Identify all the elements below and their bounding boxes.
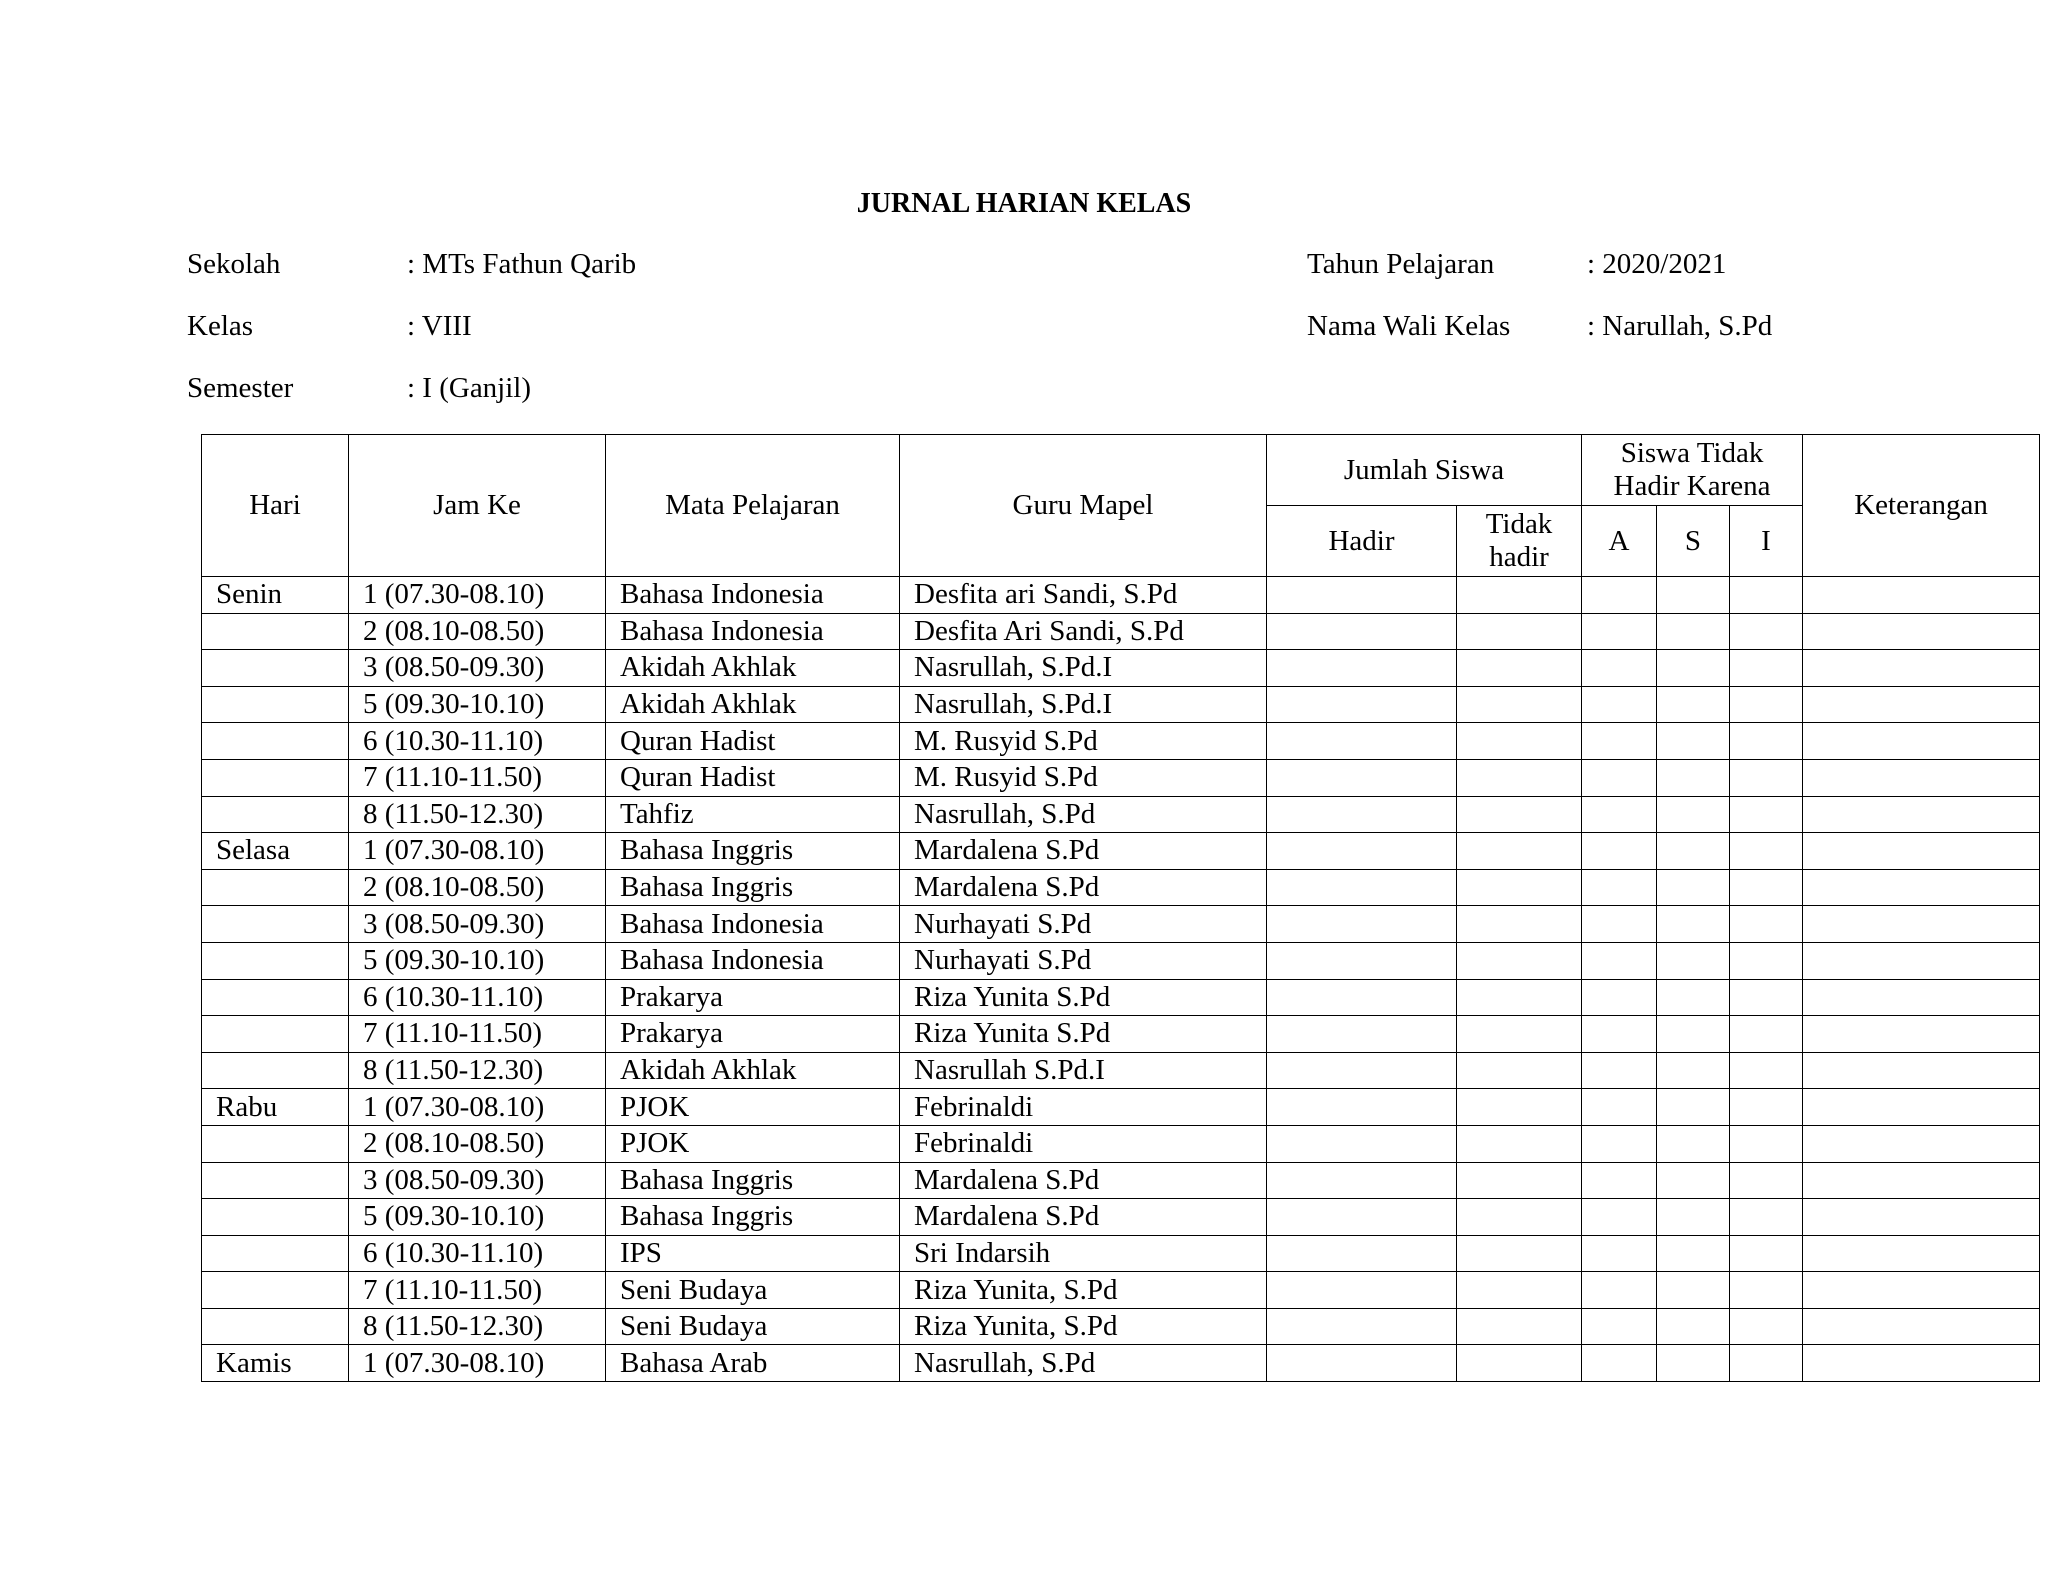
cell-hadir	[1267, 613, 1457, 650]
wali-kelas-value: : Narullah, S.Pd	[1587, 310, 1773, 342]
cell-izin	[1730, 906, 1803, 943]
cell-hadir	[1267, 1125, 1457, 1162]
cell-sakit	[1657, 906, 1730, 943]
cell-sakit	[1657, 723, 1730, 760]
cell-jam-ke: 3 (08.50-09.30)	[349, 1162, 606, 1199]
cell-keterangan	[1803, 1235, 2040, 1272]
cell-guru-mapel: M. Rusyid S.Pd	[900, 759, 1267, 796]
sekolah-label: Sekolah	[187, 248, 281, 280]
cell-sakit	[1657, 759, 1730, 796]
cell-mata-pelajaran: Bahasa Inggris	[606, 869, 900, 906]
cell-mata-pelajaran: Bahasa Inggris	[606, 833, 900, 870]
cell-hari	[202, 613, 349, 650]
cell-tidak-hadir	[1457, 1052, 1582, 1089]
table-row	[202, 906, 2040, 943]
cell-guru-mapel: Nasrullah, S.Pd	[900, 796, 1267, 833]
cell-izin	[1730, 1199, 1803, 1236]
header-tidak-hadir	[1457, 506, 1582, 577]
cell-mata-pelajaran: Tahfiz	[606, 796, 900, 833]
cell-jam-ke: 6 (10.30-11.10)	[349, 1235, 606, 1272]
tahun-pelajaran-label: Tahun Pelajaran	[1307, 248, 1495, 280]
cell-sakit	[1657, 1235, 1730, 1272]
journal-body	[202, 577, 2040, 1382]
cell-hari	[202, 723, 349, 760]
cell-alpa	[1582, 1199, 1657, 1236]
cell-alpa	[1582, 577, 1657, 614]
cell-izin	[1730, 869, 1803, 906]
table-row	[202, 759, 2040, 796]
cell-jam-ke: 8 (11.50-12.30)	[349, 796, 606, 833]
cell-jam-ke: 5 (09.30-10.10)	[349, 686, 606, 723]
cell-hari	[202, 759, 349, 796]
cell-hadir	[1267, 869, 1457, 906]
cell-alpa	[1582, 1308, 1657, 1345]
cell-keterangan	[1803, 686, 2040, 723]
table-row	[202, 1052, 2040, 1089]
cell-keterangan	[1803, 1052, 2040, 1089]
cell-guru-mapel: Mardalena S.Pd	[900, 1199, 1267, 1236]
cell-mata-pelajaran: Bahasa Inggris	[606, 1199, 900, 1236]
cell-keterangan	[1803, 650, 2040, 687]
table-row	[202, 613, 2040, 650]
cell-guru-mapel: Nasrullah, S.Pd.I	[900, 650, 1267, 687]
cell-tidak-hadir	[1457, 650, 1582, 687]
cell-keterangan	[1803, 613, 2040, 650]
cell-mata-pelajaran: IPS	[606, 1235, 900, 1272]
cell-izin	[1730, 1016, 1803, 1053]
cell-sakit	[1657, 577, 1730, 614]
cell-mata-pelajaran: PJOK	[606, 1125, 900, 1162]
cell-alpa	[1582, 833, 1657, 870]
cell-hari	[202, 942, 349, 979]
cell-jam-ke: 5 (09.30-10.10)	[349, 1199, 606, 1236]
cell-sakit	[1657, 833, 1730, 870]
header-hadir: Hadir	[1267, 506, 1457, 577]
cell-guru-mapel: Mardalena S.Pd	[900, 869, 1267, 906]
cell-keterangan	[1803, 869, 2040, 906]
cell-mata-pelajaran: Akidah Akhlak	[606, 650, 900, 687]
table-row	[202, 942, 2040, 979]
cell-mata-pelajaran: Bahasa Arab	[606, 1345, 900, 1382]
cell-izin	[1730, 686, 1803, 723]
cell-alpa	[1582, 1235, 1657, 1272]
cell-tidak-hadir	[1457, 759, 1582, 796]
cell-hari	[202, 906, 349, 943]
cell-sakit	[1657, 650, 1730, 687]
cell-jam-ke: 3 (08.50-09.30)	[349, 906, 606, 943]
cell-jam-ke: 8 (11.50-12.30)	[349, 1052, 606, 1089]
table-row	[202, 1308, 2040, 1345]
cell-jam-ke: 1 (07.30-08.10)	[349, 1089, 606, 1126]
table-row	[202, 1016, 2040, 1053]
kelas-label: Kelas	[187, 310, 254, 342]
cell-izin	[1730, 1162, 1803, 1199]
cell-mata-pelajaran: Bahasa Indonesia	[606, 906, 900, 943]
header-alpa: A	[1582, 506, 1657, 577]
cell-mata-pelajaran: Bahasa Indonesia	[606, 613, 900, 650]
cell-alpa	[1582, 723, 1657, 760]
table-row	[202, 686, 2040, 723]
cell-hari: Senin	[202, 577, 349, 614]
cell-tidak-hadir	[1457, 833, 1582, 870]
cell-tidak-hadir	[1457, 723, 1582, 760]
header-siswa-tidak-hadir-line2: Hadir Karena	[1613, 470, 1771, 502]
cell-guru-mapel: Febrinaldi	[900, 1089, 1267, 1126]
cell-hari	[202, 1235, 349, 1272]
cell-tidak-hadir	[1457, 686, 1582, 723]
cell-tidak-hadir	[1457, 1345, 1582, 1382]
cell-keterangan	[1803, 759, 2040, 796]
wali-kelas-label: Nama Wali Kelas	[1307, 310, 1511, 342]
cell-izin	[1730, 833, 1803, 870]
cell-sakit	[1657, 1089, 1730, 1126]
cell-tidak-hadir	[1457, 869, 1582, 906]
cell-alpa	[1582, 906, 1657, 943]
cell-hadir	[1267, 1089, 1457, 1126]
cell-guru-mapel: Nurhayati S.Pd	[900, 906, 1267, 943]
cell-hadir	[1267, 686, 1457, 723]
cell-tidak-hadir	[1457, 1016, 1582, 1053]
cell-hadir	[1267, 1162, 1457, 1199]
cell-guru-mapel: Nasrullah S.Pd.I	[900, 1052, 1267, 1089]
cell-keterangan	[1803, 1016, 2040, 1053]
cell-keterangan	[1803, 1162, 2040, 1199]
cell-keterangan	[1803, 1125, 2040, 1162]
cell-tidak-hadir	[1457, 613, 1582, 650]
cell-alpa	[1582, 1016, 1657, 1053]
semester-label: Semester	[187, 372, 294, 404]
cell-guru-mapel: Nasrullah, S.Pd	[900, 1345, 1267, 1382]
cell-keterangan	[1803, 577, 2040, 614]
cell-mata-pelajaran: Prakarya	[606, 979, 900, 1016]
cell-hadir	[1267, 979, 1457, 1016]
cell-mata-pelajaran: Quran Hadist	[606, 759, 900, 796]
cell-alpa	[1582, 1345, 1657, 1382]
cell-izin	[1730, 979, 1803, 1016]
cell-tidak-hadir	[1457, 1089, 1582, 1126]
cell-sakit	[1657, 686, 1730, 723]
document-title: JURNAL HARIAN KELAS	[856, 188, 1192, 219]
cell-mata-pelajaran: Seni Budaya	[606, 1272, 900, 1309]
cell-izin	[1730, 613, 1803, 650]
cell-izin	[1730, 1089, 1803, 1126]
cell-mata-pelajaran: Akidah Akhlak	[606, 1052, 900, 1089]
table-row	[202, 1345, 2040, 1382]
header-mata-pelajaran: Mata Pelajaran	[606, 435, 900, 577]
cell-izin	[1730, 1125, 1803, 1162]
cell-sakit	[1657, 1345, 1730, 1382]
header-hari: Hari	[202, 435, 349, 577]
cell-izin	[1730, 1345, 1803, 1382]
cell-hadir	[1267, 1016, 1457, 1053]
table-row	[202, 723, 2040, 760]
cell-tidak-hadir	[1457, 1235, 1582, 1272]
cell-izin	[1730, 723, 1803, 760]
cell-jam-ke: 6 (10.30-11.10)	[349, 979, 606, 1016]
cell-keterangan	[1803, 942, 2040, 979]
table-row	[202, 1199, 2040, 1236]
cell-alpa	[1582, 942, 1657, 979]
sekolah-value: : MTs Fathun Qarib	[407, 248, 637, 280]
cell-hadir	[1267, 906, 1457, 943]
cell-tidak-hadir	[1457, 942, 1582, 979]
cell-keterangan	[1803, 906, 2040, 943]
cell-hadir	[1267, 1345, 1457, 1382]
cell-hadir	[1267, 723, 1457, 760]
cell-jam-ke: 5 (09.30-10.10)	[349, 942, 606, 979]
cell-tidak-hadir	[1457, 1125, 1582, 1162]
cell-alpa	[1582, 1125, 1657, 1162]
cell-izin	[1730, 650, 1803, 687]
cell-hari: Kamis	[202, 1345, 349, 1382]
cell-sakit	[1657, 1199, 1730, 1236]
cell-alpa	[1582, 1162, 1657, 1199]
cell-keterangan	[1803, 1345, 2040, 1382]
table-row	[202, 1125, 2040, 1162]
cell-jam-ke: 1 (07.30-08.10)	[349, 1345, 606, 1382]
cell-izin	[1730, 759, 1803, 796]
cell-keterangan	[1803, 796, 2040, 833]
cell-sakit	[1657, 942, 1730, 979]
header-tidak-hadir-line1: Tidak	[1485, 508, 1553, 540]
cell-hari: Rabu	[202, 1089, 349, 1126]
cell-sakit	[1657, 1016, 1730, 1053]
tahun-pelajaran-value: : 2020/2021	[1587, 248, 1727, 280]
cell-tidak-hadir	[1457, 577, 1582, 614]
cell-hadir	[1267, 833, 1457, 870]
cell-hari	[202, 686, 349, 723]
cell-mata-pelajaran: Quran Hadist	[606, 723, 900, 760]
cell-keterangan	[1803, 1272, 2040, 1309]
cell-sakit	[1657, 1272, 1730, 1309]
header-jam-ke: Jam Ke	[349, 435, 606, 577]
kelas-value: : VIII	[407, 310, 472, 342]
cell-tidak-hadir	[1457, 1272, 1582, 1309]
cell-izin	[1730, 1308, 1803, 1345]
header-keterangan: Keterangan	[1803, 435, 2040, 577]
table-row	[202, 577, 2040, 614]
cell-tidak-hadir	[1457, 906, 1582, 943]
cell-mata-pelajaran: Bahasa Indonesia	[606, 942, 900, 979]
cell-hadir	[1267, 1272, 1457, 1309]
header-guru-mapel: Guru Mapel	[900, 435, 1267, 577]
cell-alpa	[1582, 1052, 1657, 1089]
cell-izin	[1730, 796, 1803, 833]
cell-sakit	[1657, 1052, 1730, 1089]
table-row	[202, 1162, 2040, 1199]
header-tidak-hadir-line2: hadir	[1489, 541, 1549, 573]
cell-hadir	[1267, 1199, 1457, 1236]
table-row	[202, 650, 2040, 687]
cell-guru-mapel: Riza Yunita, S.Pd	[900, 1272, 1267, 1309]
cell-alpa	[1582, 979, 1657, 1016]
cell-jam-ke: 7 (11.10-11.50)	[349, 1016, 606, 1053]
cell-alpa	[1582, 613, 1657, 650]
cell-izin	[1730, 942, 1803, 979]
cell-hari	[202, 1052, 349, 1089]
header-siswa-tidak-hadir-line1: Siswa Tidak	[1620, 437, 1764, 469]
cell-hadir	[1267, 1052, 1457, 1089]
cell-guru-mapel: Febrinaldi	[900, 1125, 1267, 1162]
cell-keterangan	[1803, 723, 2040, 760]
table-row	[202, 1272, 2040, 1309]
cell-keterangan	[1803, 833, 2040, 870]
cell-hari	[202, 650, 349, 687]
cell-jam-ke: 1 (07.30-08.10)	[349, 833, 606, 870]
cell-jam-ke: 6 (10.30-11.10)	[349, 723, 606, 760]
cell-hari	[202, 1308, 349, 1345]
cell-tidak-hadir	[1457, 796, 1582, 833]
cell-guru-mapel: Sri Indarsih	[900, 1235, 1267, 1272]
cell-tidak-hadir	[1457, 1162, 1582, 1199]
cell-hadir	[1267, 759, 1457, 796]
cell-jam-ke: 7 (11.10-11.50)	[349, 759, 606, 796]
cell-keterangan	[1803, 1308, 2040, 1345]
cell-mata-pelajaran: Seni Budaya	[606, 1308, 900, 1345]
cell-sakit	[1657, 1308, 1730, 1345]
header-jumlah-siswa: Jumlah Siswa	[1267, 435, 1582, 506]
header-sakit: S	[1657, 506, 1730, 577]
cell-hadir	[1267, 796, 1457, 833]
cell-hari	[202, 796, 349, 833]
cell-keterangan	[1803, 1089, 2040, 1126]
table-row	[202, 979, 2040, 1016]
table-row	[202, 869, 2040, 906]
cell-guru-mapel: Riza Yunita, S.Pd	[900, 1308, 1267, 1345]
cell-guru-mapel: M. Rusyid S.Pd	[900, 723, 1267, 760]
cell-hari	[202, 869, 349, 906]
cell-guru-mapel: Riza Yunita S.Pd	[900, 979, 1267, 1016]
cell-alpa	[1582, 759, 1657, 796]
cell-guru-mapel: Riza Yunita S.Pd	[900, 1016, 1267, 1053]
cell-hari	[202, 979, 349, 1016]
cell-tidak-hadir	[1457, 1199, 1582, 1236]
cell-alpa	[1582, 869, 1657, 906]
table-row	[202, 1235, 2040, 1272]
table-row	[202, 796, 2040, 833]
cell-hadir	[1267, 577, 1457, 614]
cell-hari	[202, 1199, 349, 1236]
cell-hari: Selasa	[202, 833, 349, 870]
cell-guru-mapel: Mardalena S.Pd	[900, 1162, 1267, 1199]
cell-hari	[202, 1272, 349, 1309]
cell-sakit	[1657, 1162, 1730, 1199]
header-siswa-tidak-hadir-karena	[1582, 435, 1803, 506]
cell-jam-ke: 2 (08.10-08.50)	[349, 1125, 606, 1162]
cell-guru-mapel: Nasrullah, S.Pd.I	[900, 686, 1267, 723]
cell-sakit	[1657, 613, 1730, 650]
cell-hari	[202, 1125, 349, 1162]
cell-jam-ke: 2 (08.10-08.50)	[349, 613, 606, 650]
cell-hadir	[1267, 650, 1457, 687]
cell-alpa	[1582, 650, 1657, 687]
table-row	[202, 833, 2040, 870]
cell-tidak-hadir	[1457, 979, 1582, 1016]
semester-value: : I (Ganjil)	[407, 372, 532, 404]
cell-izin	[1730, 577, 1803, 614]
cell-hadir	[1267, 1235, 1457, 1272]
cell-mata-pelajaran: Bahasa Inggris	[606, 1162, 900, 1199]
cell-hadir	[1267, 942, 1457, 979]
cell-alpa	[1582, 686, 1657, 723]
cell-jam-ke: 1 (07.30-08.10)	[349, 577, 606, 614]
cell-sakit	[1657, 869, 1730, 906]
cell-hadir	[1267, 1308, 1457, 1345]
cell-izin	[1730, 1235, 1803, 1272]
cell-sakit	[1657, 979, 1730, 1016]
table-row	[202, 1089, 2040, 1126]
cell-jam-ke: 3 (08.50-09.30)	[349, 650, 606, 687]
cell-jam-ke: 8 (11.50-12.30)	[349, 1308, 606, 1345]
cell-izin	[1730, 1272, 1803, 1309]
cell-alpa	[1582, 796, 1657, 833]
cell-alpa	[1582, 1089, 1657, 1126]
cell-guru-mapel: Mardalena S.Pd	[900, 833, 1267, 870]
cell-keterangan	[1803, 979, 2040, 1016]
cell-mata-pelajaran: Akidah Akhlak	[606, 686, 900, 723]
cell-sakit	[1657, 796, 1730, 833]
cell-mata-pelajaran: PJOK	[606, 1089, 900, 1126]
cell-alpa	[1582, 1272, 1657, 1309]
cell-jam-ke: 7 (11.10-11.50)	[349, 1272, 606, 1309]
cell-izin	[1730, 1052, 1803, 1089]
cell-guru-mapel: Desfita Ari Sandi, S.Pd	[900, 613, 1267, 650]
cell-keterangan	[1803, 1199, 2040, 1236]
cell-hari	[202, 1162, 349, 1199]
cell-tidak-hadir	[1457, 1308, 1582, 1345]
cell-mata-pelajaran: Bahasa Indonesia	[606, 577, 900, 614]
cell-guru-mapel: Desfita ari Sandi, S.Pd	[900, 577, 1267, 614]
cell-jam-ke: 2 (08.10-08.50)	[349, 869, 606, 906]
journal-table	[201, 434, 2040, 1382]
header-izin: I	[1730, 506, 1803, 577]
cell-hari	[202, 1016, 349, 1053]
cell-mata-pelajaran: Prakarya	[606, 1016, 900, 1053]
cell-sakit	[1657, 1125, 1730, 1162]
cell-guru-mapel: Nurhayati S.Pd	[900, 942, 1267, 979]
